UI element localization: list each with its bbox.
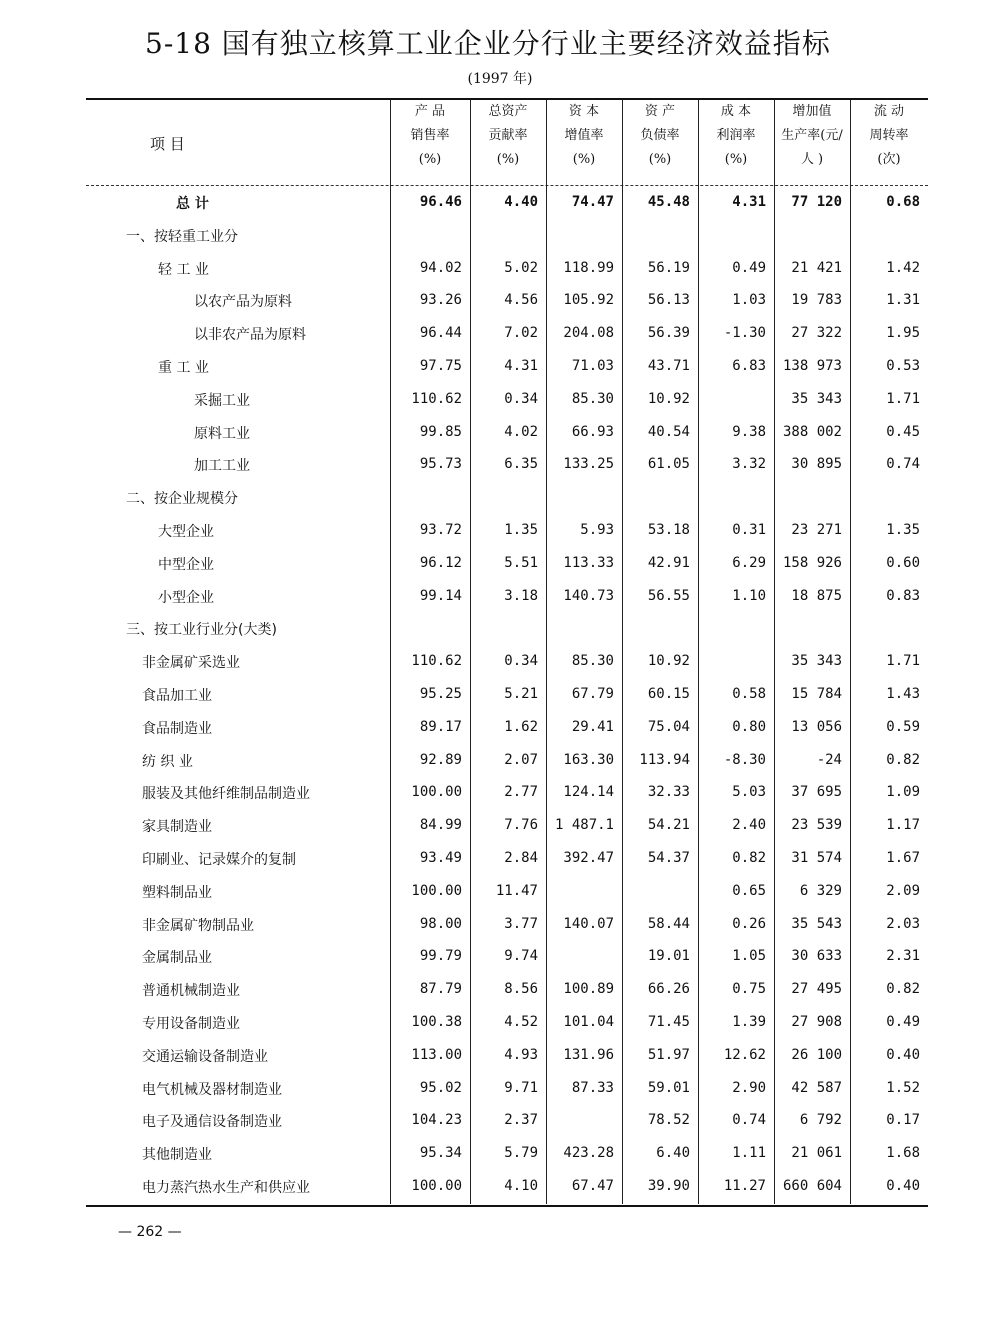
row-value: 56.13 [647, 292, 690, 309]
row-value: 85.30 [571, 653, 614, 670]
row-value: 1.71 [886, 653, 920, 670]
header-line: (%) [724, 152, 748, 167]
row-label: 家具制造业 [142, 819, 212, 836]
row-value: 0.49 [732, 259, 766, 276]
row-value: 35 343 [791, 653, 842, 670]
row-value: 0.75 [732, 981, 766, 998]
row-value: 0.60 [886, 554, 920, 571]
table-row [86, 220, 928, 253]
row-value: 131.96 [563, 1046, 614, 1063]
row-value: 0.40 [886, 1178, 920, 1194]
row-value: 23 271 [791, 522, 842, 538]
row-value: 92.89 [419, 751, 462, 768]
row-value: 5.21 [504, 686, 538, 702]
row-value: 3.18 [504, 587, 538, 604]
row-label: 专用设备制造业 [142, 1016, 240, 1032]
header-line: 负债率 [640, 128, 680, 143]
row-value: 100.38 [411, 1014, 462, 1030]
row-value: 101.04 [563, 1014, 614, 1030]
row-value: 99.79 [419, 948, 462, 965]
table-row [86, 1138, 928, 1171]
table-row [86, 876, 928, 909]
row-label: 食品加工业 [142, 688, 212, 704]
row-value: 96.12 [419, 554, 462, 571]
header-cell [546, 100, 622, 184]
row-value: 77 120 [791, 194, 842, 210]
row-value: 113.33 [563, 554, 614, 571]
row-value: 4.40 [504, 194, 538, 210]
header-line: 增值率 [564, 128, 604, 143]
row-value: 31 574 [791, 850, 842, 866]
table-row [86, 482, 928, 515]
table-row [86, 548, 928, 581]
row-label: 轻 工 业 [158, 261, 209, 278]
row-value: 1.68 [886, 1145, 920, 1162]
row-value: 1.67 [886, 850, 920, 866]
row-label: 印刷业、记录媒介的复制 [142, 852, 296, 868]
row-value: 2.07 [504, 751, 538, 768]
table-row [86, 777, 928, 810]
row-value: 2.77 [504, 784, 538, 801]
row-value: 96.44 [419, 325, 462, 342]
row-value: 6 792 [799, 1112, 842, 1129]
row-value: 78.52 [647, 1112, 690, 1129]
row-value: 138 973 [782, 358, 842, 374]
row-value: 66.93 [571, 423, 614, 440]
row-value: 42 587 [791, 1079, 842, 1096]
row-value: 1.71 [886, 390, 920, 407]
row-label: 中型企业 [158, 556, 214, 573]
table-row [86, 974, 928, 1007]
row-label: 加工工业 [194, 458, 250, 475]
row-value: 27 495 [791, 981, 842, 998]
row-value: 0.83 [886, 587, 920, 604]
row-value: 2.31 [886, 948, 920, 965]
row-value: 1.17 [886, 817, 920, 834]
row-value: 4.31 [504, 358, 538, 374]
row-value: 6 329 [799, 882, 842, 899]
table-row [86, 187, 928, 220]
table-row [86, 1007, 928, 1040]
row-value: 54.37 [647, 850, 690, 866]
header-line: 流 动 [873, 104, 905, 119]
header-line: 资 本 [568, 104, 600, 119]
row-value: 1 487.1 [554, 817, 614, 834]
table-row [86, 909, 928, 942]
row-value: 1.09 [886, 784, 920, 801]
row-value: 5.02 [504, 259, 538, 276]
row-value: 18 875 [791, 587, 842, 604]
row-value: 27 322 [791, 325, 842, 342]
row-value: -1.30 [723, 325, 766, 342]
row-value: 2.03 [886, 915, 920, 932]
header-line: (次) [877, 152, 901, 167]
row-value: 0.26 [732, 915, 766, 932]
row-value: 1.52 [886, 1079, 920, 1096]
row-value: 75.04 [647, 718, 690, 735]
row-value: 5.79 [504, 1145, 538, 1162]
row-value: 0.74 [732, 1112, 766, 1129]
page-number: — 262 — [118, 1224, 182, 1240]
row-value: 43.71 [647, 358, 690, 374]
table-header-rule [86, 185, 928, 186]
row-value: 19 783 [791, 292, 842, 309]
row-value: 67.47 [571, 1178, 614, 1194]
row-value: 8.56 [504, 981, 538, 998]
row-value: 56.39 [647, 325, 690, 342]
row-value: 15 784 [791, 686, 842, 702]
row-value: 0.82 [886, 751, 920, 768]
table-row [86, 613, 928, 646]
row-value: 2.84 [504, 850, 538, 866]
header-line: 利润率 [716, 128, 756, 143]
row-value: 61.05 [647, 456, 690, 473]
row-label: 总 计 [176, 196, 209, 212]
row-value: 7.76 [504, 817, 538, 834]
row-value: -24 [816, 751, 842, 768]
header-line: 生产率(元/ [781, 128, 843, 143]
row-value: 1.95 [886, 325, 920, 342]
row-value: 0.82 [886, 981, 920, 998]
row-value: 35 543 [791, 915, 842, 932]
row-value: 6.35 [504, 456, 538, 473]
row-value: 0.40 [886, 1046, 920, 1063]
row-label: 纺 织 业 [142, 753, 193, 770]
row-value: 0.34 [504, 653, 538, 670]
header-line: 总资产 [488, 104, 528, 119]
row-value: 93.26 [419, 292, 462, 309]
row-value: 140.07 [563, 915, 614, 932]
row-value: 4.10 [504, 1178, 538, 1194]
row-label: 食品制造业 [142, 720, 212, 737]
table-row [86, 285, 928, 318]
row-value: 1.03 [732, 292, 766, 309]
row-value: 4.52 [504, 1014, 538, 1030]
table-row [86, 581, 928, 614]
row-label: 二、按企业规模分 [126, 491, 238, 508]
row-value: 113.00 [411, 1046, 462, 1063]
table-row [86, 449, 928, 482]
row-value: 113.94 [639, 751, 690, 768]
row-value: 59.01 [647, 1079, 690, 1096]
page-title: 5-18 国有独立核算工业企业分行业主要经济效益指标 [145, 27, 831, 60]
row-value: 87.79 [419, 981, 462, 998]
row-value: 58.44 [647, 915, 690, 932]
row-value: 98.00 [419, 915, 462, 932]
row-value: 66.26 [647, 981, 690, 998]
header-cell [470, 100, 546, 184]
row-value: 56.55 [647, 587, 690, 604]
row-value: 100.89 [563, 981, 614, 998]
row-value: 40.54 [647, 423, 690, 440]
row-label: 非金属矿物制品业 [142, 917, 254, 934]
table-row [86, 679, 928, 712]
row-value: 5.03 [732, 784, 766, 801]
row-value: 9.71 [504, 1079, 538, 1096]
row-value: 9.74 [504, 948, 538, 965]
row-value: 74.47 [571, 194, 614, 210]
row-value: 6.83 [732, 358, 766, 374]
row-value: 204.08 [563, 325, 614, 342]
row-value: 0.53 [886, 358, 920, 374]
row-label: 金属制品业 [142, 950, 212, 967]
row-value: 158 926 [782, 554, 842, 571]
row-value: 1.43 [886, 686, 920, 702]
row-value: 4.56 [504, 292, 538, 309]
row-value: 0.65 [732, 882, 766, 899]
row-label: 大型企业 [158, 524, 214, 540]
row-value: 110.62 [411, 653, 462, 670]
row-value: 105.92 [563, 292, 614, 309]
row-value: 1.35 [504, 522, 538, 538]
row-value: 423.28 [563, 1145, 614, 1162]
row-label: 服装及其他纤维制品制造业 [142, 786, 310, 803]
row-value: 392.47 [563, 850, 614, 866]
row-value: 133.25 [563, 456, 614, 473]
row-value: 6.29 [732, 554, 766, 571]
row-value: 0.49 [886, 1014, 920, 1030]
table-row [86, 810, 928, 843]
row-value: 95.25 [419, 686, 462, 702]
row-label: 电子及通信设备制造业 [142, 1114, 282, 1131]
header-line: 资 产 [644, 104, 676, 119]
row-value: 12.62 [723, 1046, 766, 1063]
table-row [86, 843, 928, 876]
row-value: 53.18 [647, 522, 690, 538]
table-row [86, 253, 928, 286]
row-value: 6.40 [656, 1145, 690, 1162]
row-value: 1.39 [732, 1014, 766, 1030]
row-label: 其他制造业 [142, 1147, 212, 1164]
row-value: 1.05 [732, 948, 766, 965]
page-subtitle: (1997 年) [467, 71, 533, 87]
row-value: 0.45 [886, 423, 920, 440]
header-cell [850, 100, 928, 184]
table-row [86, 351, 928, 384]
row-value: 0.82 [732, 850, 766, 866]
row-value: 0.59 [886, 718, 920, 735]
row-value: 21 061 [791, 1145, 842, 1162]
header-line: (%) [496, 152, 520, 167]
row-value: 104.23 [411, 1112, 462, 1129]
row-value: 660 604 [782, 1178, 842, 1194]
row-value: 1.10 [732, 587, 766, 604]
header-cell [698, 100, 774, 184]
row-value: 45.48 [647, 194, 690, 210]
header-line: 增加值 [792, 104, 832, 119]
row-value: 3.77 [504, 915, 538, 932]
row-label: 小型企业 [158, 589, 214, 606]
header-line: (%) [648, 152, 672, 167]
header-cell [622, 100, 698, 184]
row-value: 32.33 [647, 784, 690, 801]
row-value: 23 539 [791, 817, 842, 834]
row-value: 124.14 [563, 784, 614, 801]
header-item-label: 项 目 [150, 135, 185, 153]
row-value: 97.75 [419, 358, 462, 374]
row-value: 110.62 [411, 390, 462, 407]
table-row [86, 1073, 928, 1106]
row-value: 100.00 [411, 882, 462, 899]
row-value: 99.85 [419, 423, 462, 440]
row-value: 29.41 [571, 718, 614, 735]
row-value: 67.79 [571, 686, 614, 702]
table-row [86, 1040, 928, 1073]
row-value: 2.90 [732, 1079, 766, 1096]
row-value: 94.02 [419, 259, 462, 276]
table-row [86, 712, 928, 745]
row-value: 11.27 [723, 1178, 766, 1194]
table-row [86, 417, 928, 450]
table-row [86, 1171, 928, 1204]
header-line: 产 品 [414, 104, 446, 119]
row-value: 96.46 [419, 194, 462, 210]
row-value: 89.17 [419, 718, 462, 735]
row-value: 4.31 [732, 194, 766, 210]
table-row [86, 646, 928, 679]
row-value: 2.40 [732, 817, 766, 834]
row-value: 0.74 [886, 456, 920, 473]
row-value: 118.99 [563, 259, 614, 276]
header-line: 贡献率 [488, 128, 528, 143]
row-value: 21 421 [791, 259, 842, 276]
row-value: 140.73 [563, 587, 614, 604]
row-value: 93.49 [419, 850, 462, 866]
row-value: 71.45 [647, 1014, 690, 1030]
row-label: 原料工业 [194, 425, 250, 442]
row-value: 35 343 [791, 390, 842, 407]
header-cell [390, 100, 470, 184]
row-value: 42.91 [647, 554, 690, 571]
row-value: 1.42 [886, 259, 920, 276]
row-value: 30 633 [791, 948, 842, 965]
row-value: 84.99 [419, 817, 462, 834]
row-value: 93.72 [419, 522, 462, 538]
row-value: 100.00 [411, 1178, 462, 1194]
row-value: 4.93 [504, 1046, 538, 1063]
row-value: 39.90 [647, 1178, 690, 1194]
row-value: 163.30 [563, 751, 614, 768]
header-cell [774, 100, 850, 184]
row-value: 1.35 [886, 522, 920, 538]
row-value: 388 002 [782, 423, 842, 440]
row-value: 37 695 [791, 784, 842, 801]
row-label: 塑料制品业 [142, 884, 212, 901]
header-line: (%) [572, 152, 596, 167]
header-line: 人 ) [800, 152, 824, 167]
row-label: 非金属矿采选业 [142, 655, 240, 672]
header-line: 销售率 [410, 128, 450, 143]
row-value: 10.92 [647, 390, 690, 407]
row-value: -8.30 [723, 751, 766, 768]
row-value: 0.17 [886, 1112, 920, 1129]
row-value: 9.38 [732, 423, 766, 440]
row-value: 51.97 [647, 1046, 690, 1063]
row-value: 71.03 [571, 358, 614, 374]
row-label: 三、按工业行业分(大类) [126, 622, 277, 639]
table-bottom-rule [86, 1205, 928, 1207]
row-value: 85.30 [571, 390, 614, 407]
row-value: 0.80 [732, 718, 766, 735]
row-value: 1.11 [732, 1145, 766, 1162]
table-row [86, 515, 928, 548]
row-value: 0.58 [732, 686, 766, 702]
row-value: 3.32 [732, 456, 766, 473]
row-value: 56.19 [647, 259, 690, 276]
row-label: 交通运输设备制造业 [142, 1048, 268, 1065]
row-value: 95.73 [419, 456, 462, 473]
row-value: 13 056 [791, 718, 842, 735]
row-label: 以非农产品为原料 [194, 327, 306, 344]
row-value: 1.31 [886, 292, 920, 309]
row-value: 5.93 [580, 522, 614, 538]
row-label: 一、按轻重工业分 [126, 228, 238, 245]
row-label: 电气机械及器材制造业 [142, 1081, 282, 1098]
row-label: 以农产品为原料 [194, 294, 292, 311]
row-value: 26 100 [791, 1046, 842, 1063]
row-value: 4.02 [504, 423, 538, 440]
row-value: 10.92 [647, 653, 690, 670]
row-label: 电力蒸汽热水生产和供应业 [142, 1180, 310, 1196]
row-value: 95.34 [419, 1145, 462, 1162]
row-value: 7.02 [504, 325, 538, 342]
row-label: 重 工 业 [158, 360, 209, 376]
row-value: 95.02 [419, 1079, 462, 1096]
table-row [86, 1105, 928, 1138]
row-value: 27 908 [791, 1014, 842, 1030]
row-value: 99.14 [419, 587, 462, 604]
row-value: 0.34 [504, 390, 538, 407]
header-line: (%) [418, 152, 442, 167]
header-line: 成 本 [720, 104, 752, 119]
table-row [86, 941, 928, 974]
row-label: 采掘工业 [194, 392, 250, 409]
row-value: 87.33 [571, 1079, 614, 1096]
row-value: 54.21 [647, 817, 690, 834]
row-value: 0.31 [732, 522, 766, 538]
table-row [86, 384, 928, 417]
table-row [86, 745, 928, 778]
row-value: 5.51 [504, 554, 538, 571]
row-value: 60.15 [647, 686, 690, 702]
row-label: 普通机械制造业 [142, 983, 240, 1000]
row-value: 19.01 [647, 948, 690, 965]
row-value: 2.09 [886, 882, 920, 899]
row-value: 1.62 [504, 718, 538, 735]
row-value: 2.37 [504, 1112, 538, 1129]
row-value: 30 895 [791, 456, 842, 473]
header-line: 周转率 [869, 128, 909, 143]
row-value: 11.47 [495, 882, 538, 899]
row-value: 0.68 [886, 194, 920, 210]
table-row [86, 318, 928, 351]
row-value: 100.00 [411, 784, 462, 801]
